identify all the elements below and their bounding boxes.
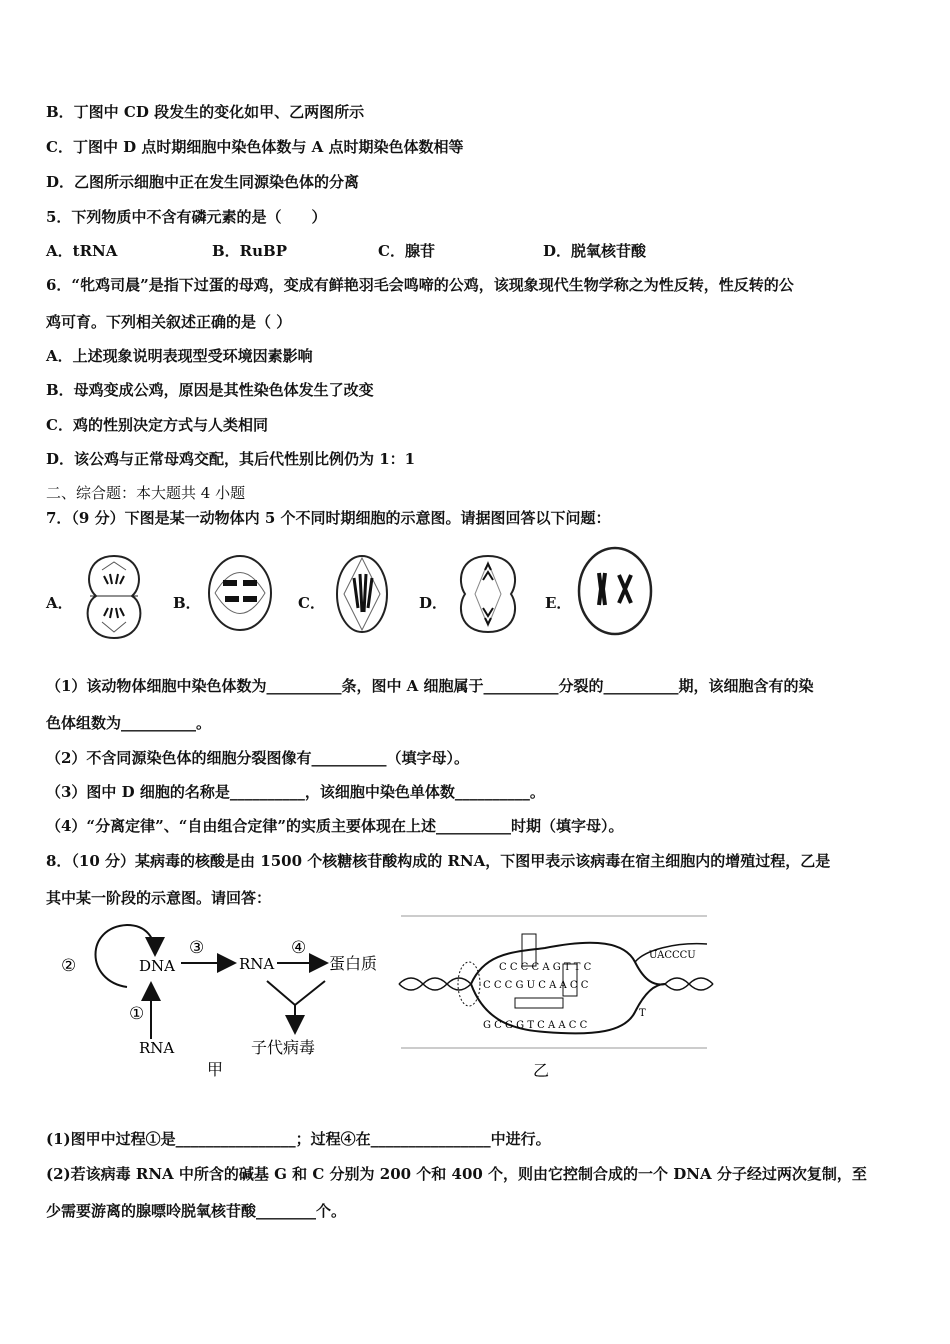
q5-stem: 5．下列物质中不含有磷元素的是（ ） <box>46 208 327 226</box>
q7-sub4: （4）“分离定律”、“自由组合定律”的实质主要体现在上述__________时期（填字母）。 <box>46 817 624 835</box>
cell-figure-b <box>205 552 275 634</box>
cell-figure-c <box>332 552 392 636</box>
cell-label-e: E． <box>545 594 572 612</box>
q6-option-c: C．鸡的性别决定方式与人类相同 <box>46 416 268 434</box>
q4-option-b: B．丁图中 CD 段发生的变化如甲、乙两图所示 <box>46 103 365 121</box>
q8-sub2-line1: (2)若该病毒 RNA 中所含的碱基 G 和 C 分别为 200 个和 400 个，则由它控制合成的一个 DNA 分子经过两次复制，至 <box>46 1165 867 1183</box>
cell-figure-a <box>78 552 150 642</box>
cell-label-c: C． <box>298 594 325 612</box>
jia-label-3: ③ <box>189 938 205 958</box>
jia-dna: DNA <box>139 957 175 975</box>
cell-label-d: D． <box>419 594 448 612</box>
cell-figure-d <box>455 552 521 636</box>
cell-label-a: A． <box>46 594 73 612</box>
jia-rna-bottom: RNA <box>139 1039 175 1057</box>
q7-stem: 7．（9 分）下图是某一动物体内 5 个不同时期细胞的示意图。请据图回答以下问题： <box>46 509 611 527</box>
figure-yi <box>395 912 715 1087</box>
q6-option-d: D．该公鸡与正常母鸡交配，其后代性别比例仍为 1：1 <box>46 450 416 468</box>
jia-offspring: 子代病毒 <box>251 1038 316 1057</box>
cell-figure-e <box>575 545 657 637</box>
jia-caption: 甲 <box>207 1060 224 1079</box>
jia-protein: 蛋白质 <box>329 954 378 973</box>
cell-label-b: B． <box>173 594 201 612</box>
yi-tail-sequence: UACCCU <box>649 950 696 961</box>
q7-sub1-line1: （1）该动物体细胞中染色体数为__________条，图中 A 细胞属于__________分裂的__________期，该细胞含有的染 <box>46 677 814 695</box>
q4-option-c: C．丁图中 D 点时期细胞中染色体数与 A 点时期染色体数相等 <box>46 138 464 156</box>
q8-sub1: (1)图甲中过程①是________________；过程④在________________中进行。 <box>46 1130 551 1148</box>
q8-stem-line2: 其中某一阶段的示意图。请回答： <box>46 889 272 907</box>
jia-label-4: ④ <box>291 938 307 958</box>
q8-stem-line1: 8．（10 分）某病毒的核酸是由 1500 个核糖核苷酸构成的 RNA，下图甲表示该病毒在宿主细胞内的增殖过程，乙是 <box>46 852 831 870</box>
q5-option-b: B．RuBP <box>212 242 288 260</box>
jia-label-2: ② <box>61 956 77 976</box>
yi-caption: 乙 <box>533 1061 550 1080</box>
jia-rna-mid: RNA <box>239 955 275 973</box>
q6-stem-line1: 6．“牝鸡司晨”是指下过蛋的母鸡，变成有鲜艳羽毛会鸣啼的公鸡，该现象现代生物学称之为性反转，性反转的公 <box>46 276 794 294</box>
q7-sub2: （2）不含同源染色体的细胞分裂图像有__________（填字母）。 <box>46 749 469 767</box>
q8-sub2-line2: 少需要游离的腺嘌呤脱氧核苷酸________个。 <box>46 1202 347 1220</box>
yi-bottom-sequence: G C G G T C A A C C <box>483 1020 588 1031</box>
q5-option-c: C．腺苷 <box>378 242 435 260</box>
yi-top-sequence: C C C C A G T T C <box>499 962 592 973</box>
q4-option-d: D．乙图所示细胞中正在发生同源染色体的分离 <box>46 173 360 191</box>
yi-mid-sequence: C C C G U C A A C C <box>483 980 589 991</box>
q7-sub3: （3）图中 D 细胞的名称是__________，该细胞中染色单体数__________。 <box>46 783 545 801</box>
q7-sub1-line2: 色体组数为__________。 <box>46 714 212 732</box>
q6-option-a: A．上述现象说明表现型受环境因素影响 <box>46 347 313 365</box>
jia-label-1: ① <box>129 1004 145 1024</box>
figure-jia <box>55 915 395 1085</box>
q5-option-a: A．tRNA <box>46 242 118 260</box>
q6-option-b: B．母鸡变成公鸡，原因是其性染色体发生了改变 <box>46 381 374 399</box>
yi-t-label: T <box>639 1008 646 1019</box>
section-heading: 二、综合题：本大题共 4 小题 <box>46 484 246 502</box>
q6-stem-line2: 鸡可育。下列相关叙述正确的是（ ） <box>46 313 292 331</box>
q5-option-d: D．脱氧核苷酸 <box>543 242 647 260</box>
